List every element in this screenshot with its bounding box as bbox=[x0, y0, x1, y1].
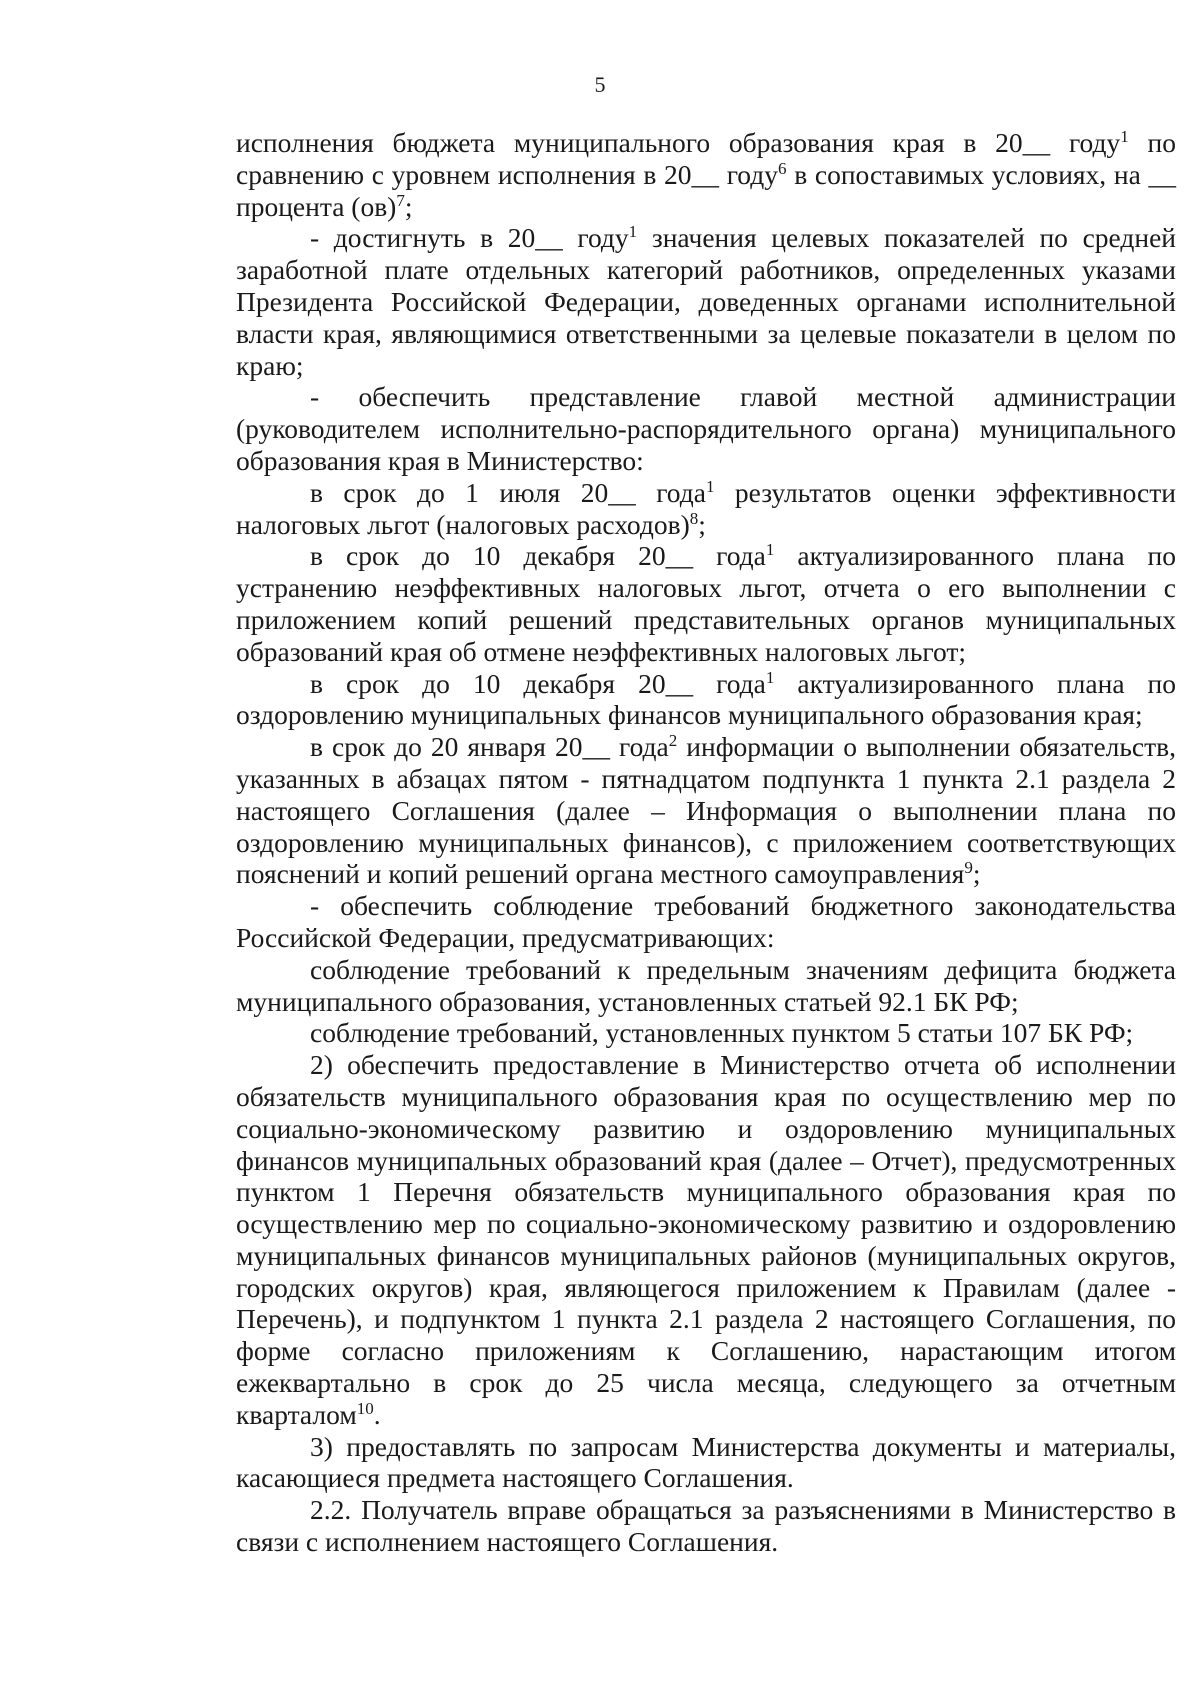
paragraph: в срок до 10 декабря 20__ года$^1$ актуализированного плана по оздоровлению муниципальных финансов муниципального образования края; bbox=[236, 667, 1176, 731]
paragraph: в срок до 1 июля 20__ года$^1$ результатов оценки эффективности налоговых льгот (налоговых расходов)$^8$; bbox=[236, 476, 1176, 540]
paragraph: исполнения бюджета муниципального образования края в 20__ году$^1$ по сравнению с уровнем исполнения в 20__ году$^6$ в сопоставимых условиях, на __ процента (ов)$^7$; bbox=[236, 126, 1177, 222]
paragraph: в срок до 20 января 20__ года$^2$ информации о выполнении обязательств, указанных в абзацах пятом - пятнадцатом подпункта 1 пункта 2.1 раздела 2 настоящего Соглашения (далее – Информация о выполнении плана по оздоровлению муниципальных финансов), с приложением соответствующих пояснений и копий решений органа местного самоуправления$^9$; bbox=[236, 730, 1176, 890]
paragraph: - достигнуть в 20__ году$^1$ значения целевых показателей по средней заработной плате отдельных категорий работников, определенных указами Президента Российской Федерации, доведенных органами исполнительной власти края, являющимися ответственными за целевые показатели в целом по краю; bbox=[236, 222, 1176, 381]
document-body bbox=[236, 127, 1176, 1558]
paragraph: соблюдение требований, установленных пунктом 5 статьи 107 БК РФ; bbox=[310, 1017, 1134, 1049]
paragraph: 2.2. Получатель вправе обращаться за разъяснениями в Министерство в связи с исполнением настоящего Соглашения. bbox=[236, 1494, 1176, 1558]
paragraph: - обеспечить соблюдение требований бюджетного законодательства Российской Федерации, предусматривающих: bbox=[236, 890, 1176, 953]
page-number: 5 bbox=[594, 72, 606, 97]
paragraph: - обеспечить представление главой местной администрации (руководителем исполнительно-распорядительного органа) муниципального образования края в Министерство: bbox=[236, 381, 1176, 476]
paragraph: 3) предоставлять по запросам Министерства документы и материалы, касающиеся предмета настоящего Соглашения. bbox=[236, 1430, 1176, 1494]
paragraph: в срок до 10 декабря 20__ года$^1$ актуализированного плана по устранению неэффективных налоговых льгот, отчета о его выполнении с приложением копий решений представительных органов муниципальных образований края об отмене неэффективных налоговых льгот; bbox=[236, 540, 1176, 667]
paragraph: 2) обеспечить предоставление в Министерство отчета об исполнении обязательств муниципального образования края по осуществлению мер по социально-экономическому развитию и оздоровлению муниципальных финансов муниципальных образований края (далее – Отчет), предусмотренных пунктом 1 Перечня обязательств муниципального образования края по осуществлению мер по социально-экономическому развитию и оздоровлению муниципальных финансов муниципальных районов (муниципальных округов, городских округов) края, являющегося приложением к Правилам (далее - Перечень), и подпунктом 1 пункта 2.1 раздела 2 настоящего Соглашения, по форме согласно приложениям к Соглашению, нарастающим итогом ежеквартально в срок до 25 числа месяца, следующего за отчетным кварталом$^{10}$. bbox=[236, 1049, 1176, 1430]
paragraph: соблюдение требований к предельным значениям дефицита бюджета муниципального образования, установленных статьей 92.1 БК РФ; bbox=[236, 953, 1176, 1017]
